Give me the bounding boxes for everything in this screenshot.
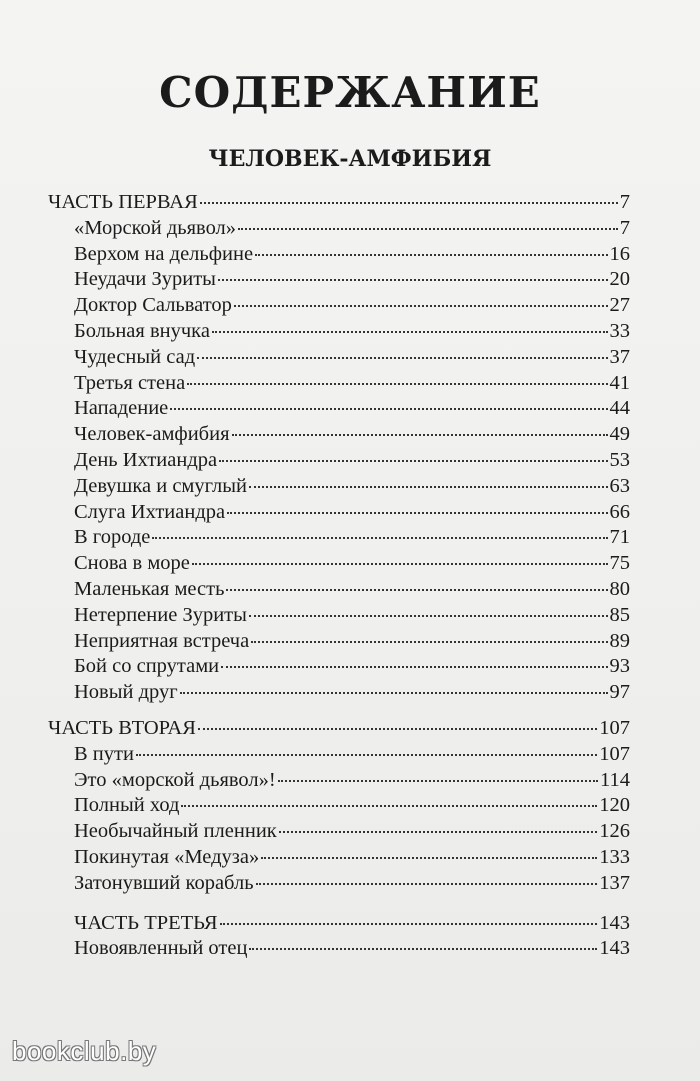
chapter-title: Человек-амфибия bbox=[74, 423, 230, 446]
page-number: 93 bbox=[609, 655, 630, 678]
dot-leader bbox=[136, 754, 597, 756]
chapter-title: Неприятная встреча bbox=[74, 629, 250, 652]
page-number: 49 bbox=[609, 423, 630, 446]
spacer bbox=[48, 706, 630, 716]
page-number: 137 bbox=[599, 871, 630, 894]
page-number: 114 bbox=[600, 768, 630, 791]
dot-leader bbox=[220, 923, 598, 925]
toc-entry bbox=[48, 396, 630, 422]
toc-entry bbox=[48, 242, 630, 268]
page-number: 107 bbox=[599, 742, 630, 765]
watermark: bookclub.by bbox=[12, 1036, 157, 1066]
page-number: 75 bbox=[609, 552, 630, 575]
toc-part-1 bbox=[48, 190, 630, 216]
dot-leader bbox=[226, 589, 607, 591]
chapter-title: Затонувший корабль bbox=[74, 871, 254, 894]
dot-leader bbox=[249, 486, 608, 488]
dot-leader bbox=[238, 228, 618, 230]
chapter-title: В городе bbox=[74, 526, 151, 549]
table-of-contents bbox=[48, 190, 630, 962]
chapter-title: Слуга Ихтиандра bbox=[74, 500, 226, 523]
chapter-title: Необычайный пленник bbox=[74, 820, 277, 843]
page-number: 126 bbox=[599, 820, 630, 843]
page-number: 107 bbox=[599, 716, 630, 739]
toc-entry bbox=[48, 742, 630, 768]
toc-entry bbox=[48, 551, 630, 577]
dot-leader bbox=[212, 331, 608, 333]
toc-entry bbox=[48, 768, 630, 794]
dot-leader bbox=[170, 408, 607, 410]
page-number: 63 bbox=[609, 474, 630, 497]
chapter-title: Девушка и смуглый bbox=[74, 474, 247, 497]
chapter-title: «Морской дьявол» bbox=[74, 216, 237, 239]
dot-leader bbox=[218, 279, 608, 281]
dot-leader bbox=[152, 537, 607, 539]
page-number: 33 bbox=[609, 319, 630, 342]
chapter-title: Полный ход bbox=[74, 794, 180, 817]
part-title: ЧАСТЬ ТРЕТЬЯ bbox=[74, 911, 218, 934]
dot-leader bbox=[221, 666, 607, 668]
chapter-title: Больная внучка bbox=[74, 319, 210, 342]
page-number: 7 bbox=[619, 191, 630, 213]
toc-entry bbox=[48, 603, 630, 629]
page-number: 66 bbox=[609, 500, 630, 523]
chapter-title: День Ихтиандра bbox=[74, 448, 218, 471]
chapter-title: Новоявленный отец bbox=[74, 937, 248, 960]
page-number: 133 bbox=[599, 845, 630, 868]
dot-leader bbox=[249, 615, 608, 617]
dot-leader bbox=[198, 728, 597, 730]
page-number: 89 bbox=[609, 629, 630, 652]
chapter-title: Чудесный сад bbox=[74, 345, 196, 368]
page-number: 71 bbox=[609, 526, 630, 549]
dot-leader bbox=[251, 641, 607, 643]
page-number: 41 bbox=[609, 371, 630, 394]
page-number: 85 bbox=[609, 603, 630, 626]
toc-entry bbox=[48, 793, 630, 819]
dot-leader bbox=[278, 780, 598, 782]
page-number: 80 bbox=[609, 577, 630, 600]
dot-leader bbox=[200, 202, 618, 204]
toc-part-2 bbox=[48, 716, 630, 742]
work-title: ЧЕЛОВЕК-АМФИБИЯ bbox=[208, 146, 492, 172]
page-number: 143 bbox=[599, 911, 630, 934]
toc-entry bbox=[48, 345, 630, 371]
toc-entry bbox=[48, 500, 630, 526]
toc-entry bbox=[48, 216, 630, 242]
dot-leader bbox=[232, 434, 608, 436]
page-number: 120 bbox=[599, 794, 630, 817]
chapter-title: Покинутая «Медуза» bbox=[74, 845, 260, 868]
chapter-title: Новый друг bbox=[74, 681, 178, 704]
toc-entry bbox=[48, 845, 630, 871]
dot-leader bbox=[187, 383, 607, 385]
toc-entry bbox=[48, 871, 630, 897]
dot-leader bbox=[234, 305, 608, 307]
chapter-title: Доктор Сальватор bbox=[74, 294, 232, 317]
dot-leader bbox=[261, 857, 597, 859]
toc-entry bbox=[48, 680, 630, 706]
chapter-title: Снова в море bbox=[74, 552, 190, 575]
toc-part-3 bbox=[48, 911, 630, 937]
toc-entry bbox=[48, 525, 630, 551]
chapter-title: В пути bbox=[74, 742, 134, 765]
toc-entry bbox=[48, 293, 630, 319]
toc-entry bbox=[48, 371, 630, 397]
toc-entry bbox=[48, 448, 630, 474]
chapter-title: Бой со спрутами bbox=[74, 655, 220, 678]
dot-leader bbox=[180, 692, 608, 694]
chapter-title: Это «морской дьявол»! bbox=[74, 768, 276, 791]
part-title: ЧАСТЬ ПЕРВАЯ bbox=[48, 191, 198, 213]
page-number: 7 bbox=[619, 216, 630, 239]
dot-leader bbox=[181, 805, 597, 807]
dot-leader bbox=[255, 254, 607, 256]
toc-entry bbox=[48, 819, 630, 845]
part-title: ЧАСТЬ ВТОРАЯ bbox=[48, 716, 196, 739]
chapter-title: Неудачи Зуриты bbox=[74, 268, 216, 291]
chapter-title: Маленькая месть bbox=[74, 577, 225, 600]
toc-entry bbox=[48, 319, 630, 345]
dot-leader bbox=[192, 563, 608, 565]
toc-entry bbox=[48, 936, 630, 962]
page-number: 16 bbox=[609, 242, 630, 265]
page-number: 20 bbox=[609, 268, 630, 291]
dot-leader bbox=[279, 831, 598, 833]
dot-leader bbox=[249, 948, 597, 950]
page-number: 143 bbox=[599, 937, 630, 960]
dot-leader bbox=[197, 357, 607, 359]
page-number: 44 bbox=[609, 397, 630, 420]
page-number: 27 bbox=[609, 294, 630, 317]
spacer bbox=[48, 897, 630, 911]
chapter-title: Нападение bbox=[74, 397, 169, 420]
toc-entry bbox=[48, 267, 630, 293]
toc-entry bbox=[48, 422, 630, 448]
toc-entry bbox=[48, 577, 630, 603]
dot-leader bbox=[256, 883, 598, 885]
page-title: СОДЕРЖАНИЕ bbox=[159, 68, 541, 117]
chapter-title: Третья стена bbox=[74, 371, 186, 394]
dot-leader bbox=[227, 512, 607, 514]
dot-leader bbox=[219, 460, 607, 462]
toc-entry bbox=[48, 474, 630, 500]
chapter-title: Нетерпение Зуриты bbox=[74, 603, 247, 626]
toc-entry bbox=[48, 629, 630, 655]
page-number: 37 bbox=[609, 345, 630, 368]
page-number: 53 bbox=[609, 448, 630, 471]
chapter-title: Верхом на дельфине bbox=[74, 242, 254, 265]
page-number: 97 bbox=[609, 681, 630, 704]
toc-entry bbox=[48, 654, 630, 680]
